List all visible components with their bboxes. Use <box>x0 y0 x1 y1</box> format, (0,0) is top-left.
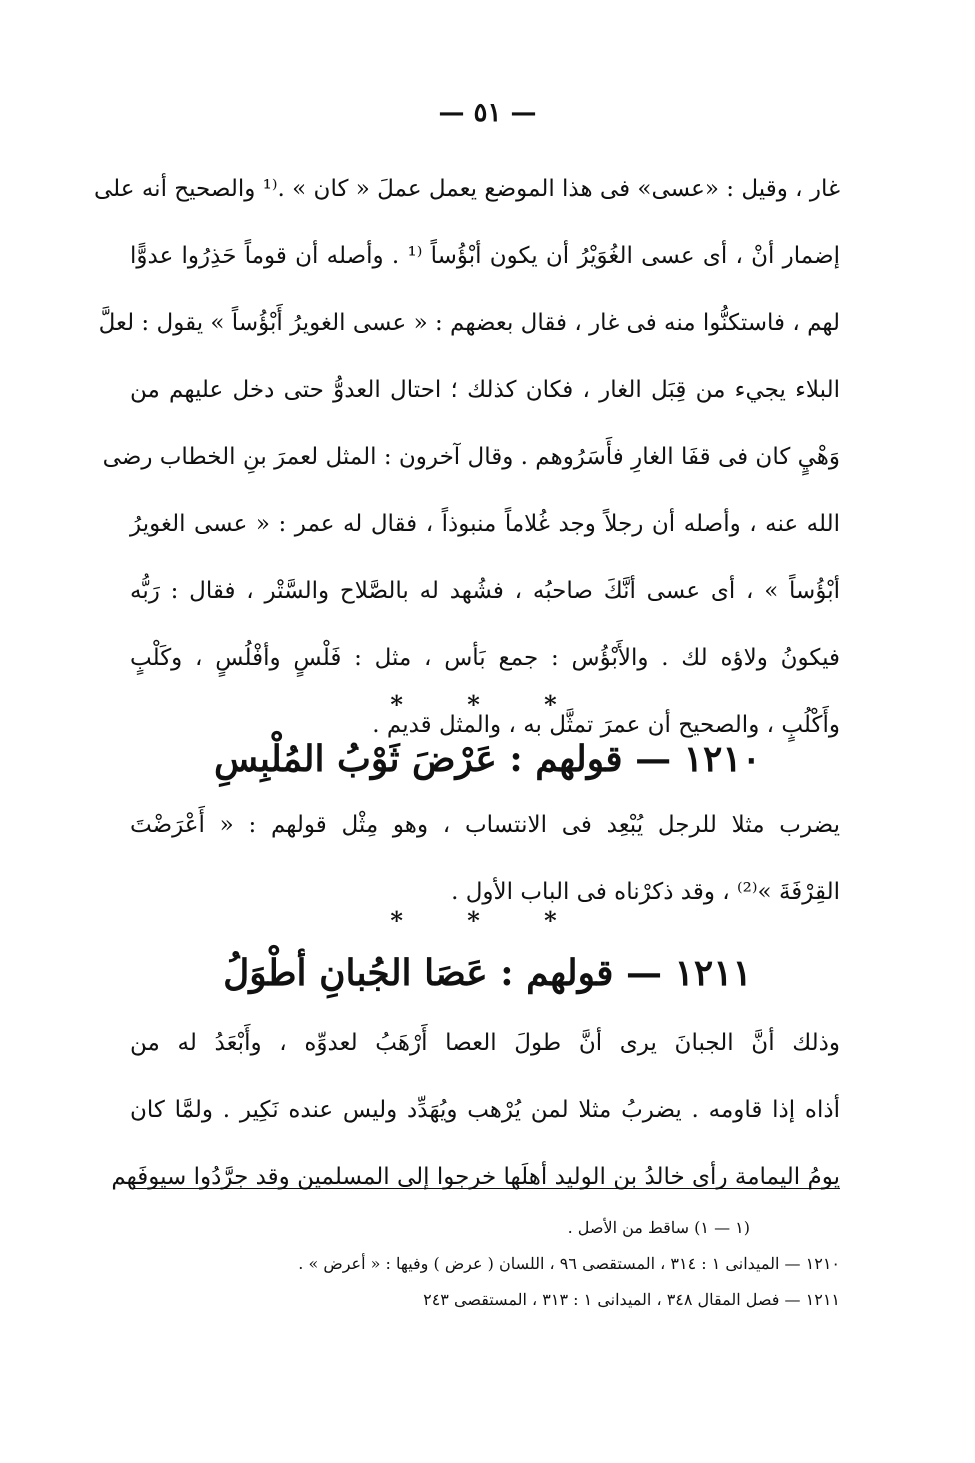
text-line: لهم ، فاستكنُّوا منه فى غار ، فقال بعضهم : « عسى الغويرُ أَبْؤُساً » يقول : لعلَّ <box>98 310 840 336</box>
text-line: وأَكْلُبٍ ، والصحيح أن عمرَ تمثَّل به ، والمثل قديم . <box>372 712 840 738</box>
text-line: يضرب مثلا للرجل يُبْعِد فى الانتساب ، وهو مِثْل قولهم : « أَعْرَضْتَ <box>130 812 840 838</box>
text-line: القِرْفَةَ »⁽²⁾ ، وقد ذكرْناه فى الباب الأول . <box>451 879 840 905</box>
footnote-divider <box>130 1188 840 1189</box>
page-number: — ٥١ — <box>438 98 537 128</box>
text-line: الله عنه ، وأصله أن رجلاً وجد غُلاماً منبوذاً ، فقال له عمر : « عسى الغويرُ <box>130 511 840 537</box>
text-line: يومُ اليمامة رأى خالدُ بن الوليد أهلَها خرجوا إلى المسلمين وقد جرَّدُوا سيوفَهم <box>111 1164 840 1190</box>
section-separator: * * * <box>390 690 585 719</box>
footnote-1210: ١٢١٠ — الميدانى ١ : ٣١٤ ، المستقصى ٩٦ ، اللسان ( عرض ) وفيها : « أعرض » . <box>298 1254 840 1273</box>
section-separator: * * * <box>390 906 585 935</box>
text-line: وَهْيٍ كان فى قفَا الغارِ فأَسَرُوهم . وقال آخرون : المثل لعمرَ بنِ الخطاب رضى <box>102 444 840 470</box>
text-line: غار ، وقيل : «عسى» فى هذا الموضع يعمل عملَ « كان » .⁽¹ والصحيح أنه على <box>94 176 840 202</box>
footnote-omission: (١ — ١) ساقط من الأصل . <box>567 1218 750 1237</box>
paragraph-3 <box>111 1010 840 1211</box>
text-line: أبْؤُساً » ، أى عسى أنَّكَ صاحبُه ، فشُهد له بالصَّلاح والسَّتْر ، فقال : رَبُّه <box>130 578 841 604</box>
text-line: وذلك أنَّ الجبانَ يرى أنَّ طولَ العصا أَرْهَبُ لعدوِّه ، وأَبْعَدُ له من <box>130 1030 840 1056</box>
text-line: إضمار أنْ ، أى عسى الغُوَيْرُ أن يكون أبْؤُساً ⁽¹ . وأصله أن قوماً حَذِرُوا عدوًّا <box>130 243 840 269</box>
footnote-1211: ١٢١١ — فصل المقال ٣٤٨ ، الميدانى ١ : ٣١٣ ، المستقصى ٢٤٣ <box>423 1290 840 1309</box>
entry-heading-1210: ١٢١٠ — قولهم : عَرْضَ ثَوْبُ المُلْبِسِ <box>214 738 761 780</box>
text-line: البلاء يجيء من قِبَل الغار ، فكان كذلك ؛ احتال العدوُّ حتى دخل عليهم من <box>130 377 840 403</box>
text-line: فيكونُ ولاؤه لك . والأَبْؤُس : جمع بَأس ، مثل : فَلْسٍ وأفْلُسٍ ، وكَلْبٍ <box>130 645 840 671</box>
text-line: أذاه إذا قاومه . يضربُ مثلا لمن يُرْهب ويُهَدِّد وليس عنده نَكِير . ولمَّا كان <box>130 1097 840 1123</box>
entry-heading-1211: ١٢١١ — قولهم : عَصَا الجُبانِ أطْوَلُ <box>223 952 752 994</box>
paragraph-1 <box>94 156 841 759</box>
footnotes <box>160 1210 840 1318</box>
